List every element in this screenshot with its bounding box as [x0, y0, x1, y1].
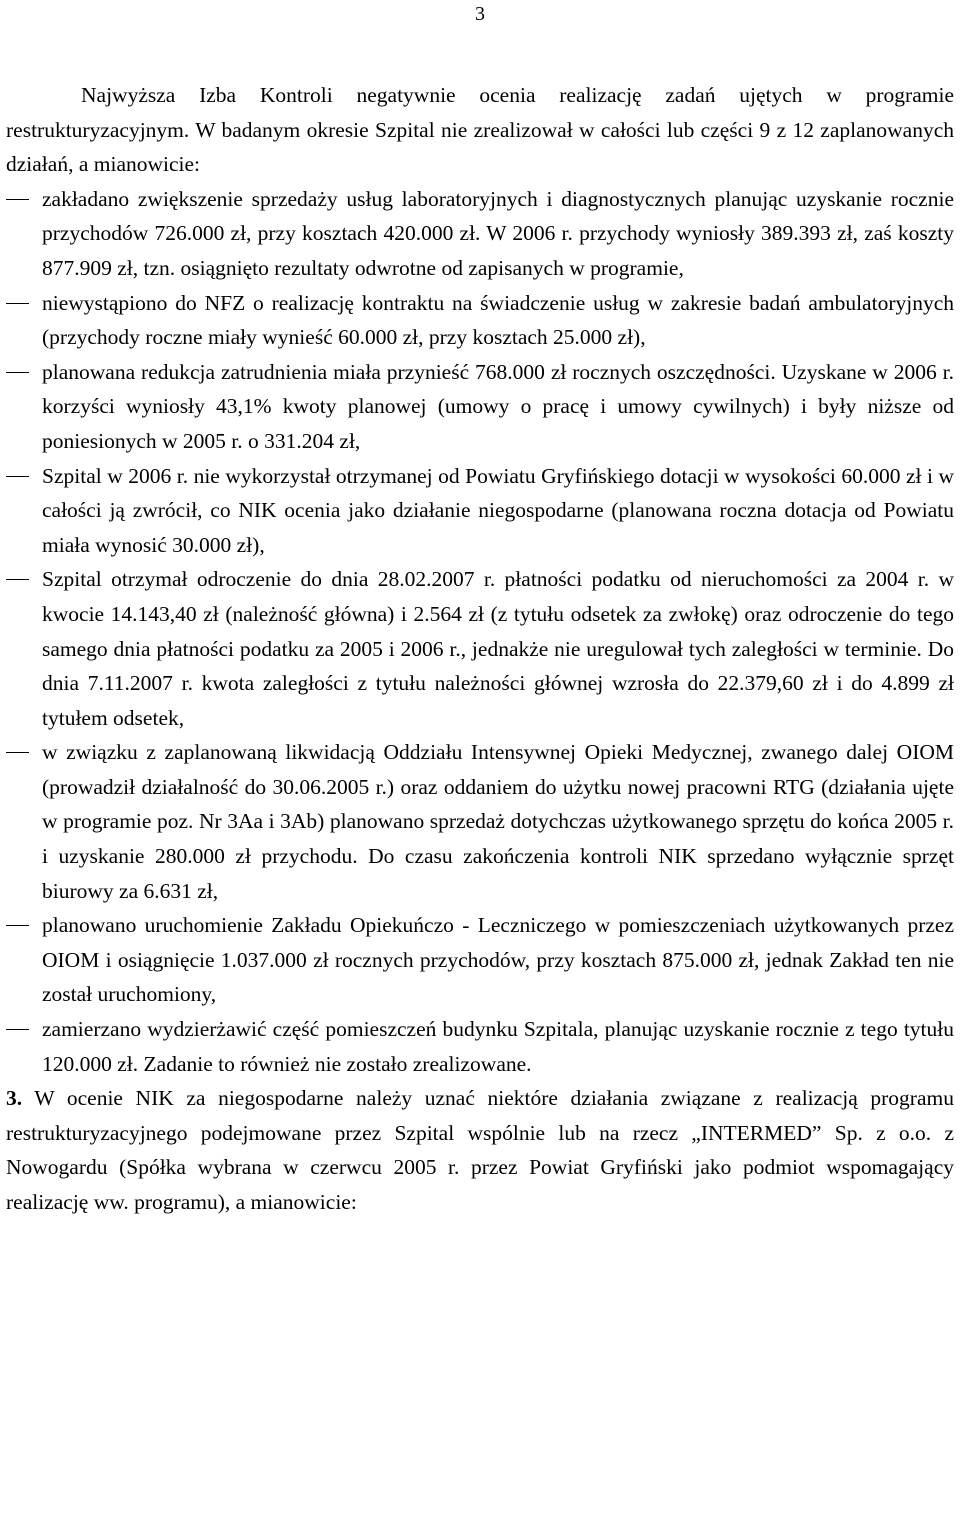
action-list	[6, 182, 954, 1081]
dash-bullet-icon	[6, 1029, 29, 1030]
dash-bullet-icon	[6, 476, 29, 477]
list-item	[6, 286, 954, 355]
dash-bullet-icon	[6, 579, 29, 580]
section-3-paragraph	[6, 1081, 954, 1219]
section-number: 3.	[6, 1086, 23, 1111]
list-item	[6, 735, 954, 908]
list-item-text: w związku z zaplanowaną likwidacją Oddziału Intensywnej Opieki Medycznej, zwanego dalej OIOM (prowadził działalność do 30.06.2005 r.) oraz oddaniem do użytku nowej pracowni RTG (działania ujęte w programie poz. Nr 3Aa i 3Ab) planowano sprzedaż dotychczas użytkowanego sprzętu do końca 2005 r. i uzyskanie 280.000 zł przychodu. Do czasu zakończenia kontroli NIK sprzedano wyłącznie sprzęt biurowy za 6.631 zł,	[42, 740, 954, 903]
list-item	[6, 459, 954, 563]
list-item-text: Szpital w 2006 r. nie wykorzystał otrzymanej od Powiatu Gryfińskiego dotacji w wysokości 60.000 zł i w całości ją zwrócił, co NIK ocenia jako działanie niegospodarne (planowana roczna dotacja od Powiatu miała wynosić 30.000 zł),	[42, 463, 954, 557]
list-item	[6, 562, 954, 735]
list-item-text: zamierzano wydzierżawić część pomieszczeń budynku Szpitala, planując uzyskanie rocznie z tego tytułu 120.000 zł. Zadanie to również nie zostało zrealizowane.	[42, 1017, 954, 1076]
list-item	[6, 182, 954, 286]
list-item-text: planowano uruchomienie Zakładu Opiekuńczo - Leczniczego w pomieszczeniach użytkowanych przez OIOM i osiągnięcie 1.037.000 zł rocznych przychodów, przy kosztach 875.000 zł, jednak Zakład ten nie został uruchomiony,	[42, 913, 954, 1007]
list-item	[6, 355, 954, 459]
dash-bullet-icon	[6, 372, 29, 373]
dash-bullet-icon	[6, 303, 29, 304]
list-item-text: Szpital otrzymał odroczenie do dnia 28.02.2007 r. płatności podatku od nieruchomości za 2004 r. w kwocie 14.143,40 zł (należność główna) i 2.564 zł (z tytułu odsetek za zwłokę) oraz odroczenie do tego samego dnia płatności podatku za 2005 i 2006 r., jednakże nie uregulował tych zaległości w terminie. Do dnia 7.11.2007 r. kwota zaległości z tytułu należności głównej wzrosła do 22.379,60 zł i do 4.899 zł tytułem odsetek,	[42, 567, 954, 730]
list-item-text: niewystąpiono do NFZ o realizację kontraktu na świadczenie usług w zakresie badań ambulatoryjnych (przychody roczne miały wynieść 60.000 zł, przy kosztach 25.000 zł),	[42, 290, 954, 350]
section-3-text: W ocenie NIK za niegospodarne należy uznać niektóre działania związane z realizacją programu restrukturyzacyjnego podejmowane przez Szpital wspólnie lub na rzecz „INTERMED” Sp. z o.o. z Nowogardu (Spółka wybrana w czerwcu 2005 r. przez Powiat Gryfiński jako podmiot wspomagający realizację ww. programu), a mianowicie:	[6, 1086, 954, 1214]
dash-bullet-icon	[6, 752, 29, 753]
intro-paragraph: Najwyższa Izba Kontroli negatywnie ocenia realizację zadań ujętych w programie restrukturyzacyjnym. W badanym okresie Szpital nie zrealizował w całości lub części 9 z 12 zaplanowanych działań, a mianowicie:	[6, 83, 954, 177]
dash-bullet-icon	[6, 925, 29, 926]
list-item-text: planowana redukcja zatrudnienia miała przynieść 768.000 zł rocznych oszczędności. Uzyskane w 2006 r. korzyści wyniosły 43,1% kwoty planowej (umowy o pracę i umowy cywilnych) i były niższe od poniesionych w 2005 r. o 331.204 zł,	[42, 359, 954, 453]
list-item	[6, 1012, 954, 1081]
page-number: 3	[475, 3, 485, 25]
list-item-text: zakładano zwiększenie sprzedaży usług laboratoryjnych i diagnostycznych planując uzyskanie rocznie przychodów 726.000 zł, przy kosztach 420.000 zł. W 2006 r. przychody wyniosły 389.393 zł, zaś koszty 877.909 zł, tzn. osiągnięto rezultaty odwrotne od zapisanych w programie,	[42, 186, 954, 280]
dash-bullet-icon	[6, 199, 29, 200]
document-body	[6, 78, 954, 1220]
list-item	[6, 908, 954, 1012]
